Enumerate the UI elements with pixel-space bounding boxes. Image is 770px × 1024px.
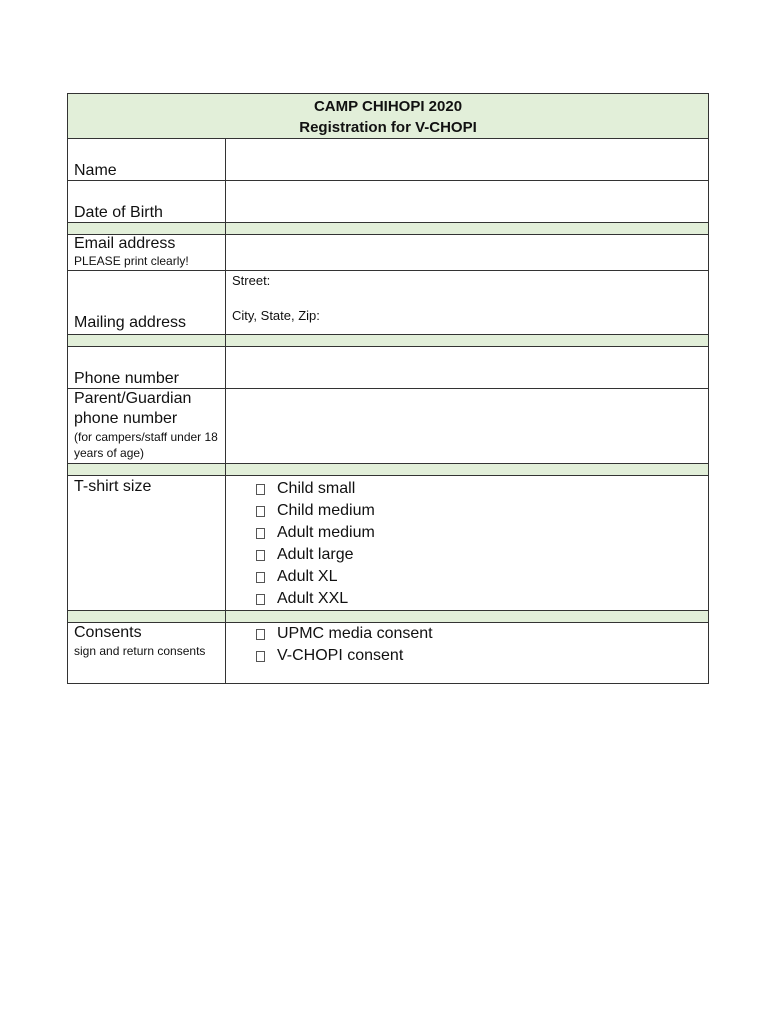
tshirt-label: T-shirt size bbox=[68, 476, 226, 611]
checkbox-icon[interactable] bbox=[256, 629, 265, 640]
tshirt-option[interactable]: Adult medium bbox=[256, 522, 708, 544]
consent-options-cell bbox=[226, 623, 709, 684]
tshirt-option[interactable]: Adult large bbox=[256, 544, 708, 566]
tshirt-options bbox=[226, 476, 708, 610]
email-note: PLEASE print clearly! bbox=[74, 254, 189, 268]
form-title-line2: Registration for V-CHOPI bbox=[299, 119, 477, 136]
tshirt-option[interactable]: Adult XXL bbox=[256, 588, 708, 610]
registration-form bbox=[67, 93, 709, 684]
checkbox-icon[interactable] bbox=[256, 484, 265, 495]
tshirt-option[interactable]: Adult XL bbox=[256, 566, 708, 588]
checkbox-icon[interactable] bbox=[256, 572, 265, 583]
checkbox-icon[interactable] bbox=[256, 528, 265, 539]
email-label-cell bbox=[68, 235, 226, 271]
consents-note: sign and return consents bbox=[74, 644, 206, 658]
email-label: Email address bbox=[74, 235, 176, 252]
consent-option[interactable]: V-CHOPI consent bbox=[256, 645, 708, 667]
phone-label: Phone number bbox=[68, 347, 226, 389]
phone-field[interactable] bbox=[226, 347, 709, 389]
consents-label: Consents bbox=[74, 624, 142, 641]
street-label: Street: bbox=[232, 273, 271, 288]
city-state-zip-label: City, State, Zip: bbox=[232, 308, 320, 323]
tshirt-option[interactable]: Child small bbox=[256, 478, 708, 500]
checkbox-icon[interactable] bbox=[256, 550, 265, 561]
consents-label-cell bbox=[68, 623, 226, 684]
guardian-label-cell bbox=[68, 389, 226, 464]
tshirt-options-cell bbox=[226, 476, 709, 611]
form-title-line1: CAMP CHIHOPI 2020 bbox=[313, 98, 463, 115]
name-field[interactable] bbox=[226, 139, 709, 181]
consent-options bbox=[226, 623, 708, 667]
consent-option[interactable]: UPMC media consent bbox=[256, 623, 708, 645]
tshirt-option[interactable]: Child medium bbox=[256, 500, 708, 522]
email-field[interactable] bbox=[226, 235, 709, 271]
name-label: Name bbox=[68, 139, 226, 181]
mailing-label: Mailing address bbox=[68, 271, 226, 335]
checkbox-icon[interactable] bbox=[256, 651, 265, 662]
guardian-label: Parent/Guardian phone number bbox=[74, 390, 192, 427]
form-title bbox=[68, 94, 709, 139]
checkbox-icon[interactable] bbox=[256, 506, 265, 517]
guardian-phone-field[interactable] bbox=[226, 389, 709, 464]
mailing-field[interactable] bbox=[226, 271, 709, 335]
checkbox-icon[interactable] bbox=[256, 594, 265, 605]
dob-label: Date of Birth bbox=[68, 181, 226, 223]
dob-field[interactable] bbox=[226, 181, 709, 223]
guardian-note: (for campers/staff under 18 years of age) bbox=[74, 430, 218, 460]
